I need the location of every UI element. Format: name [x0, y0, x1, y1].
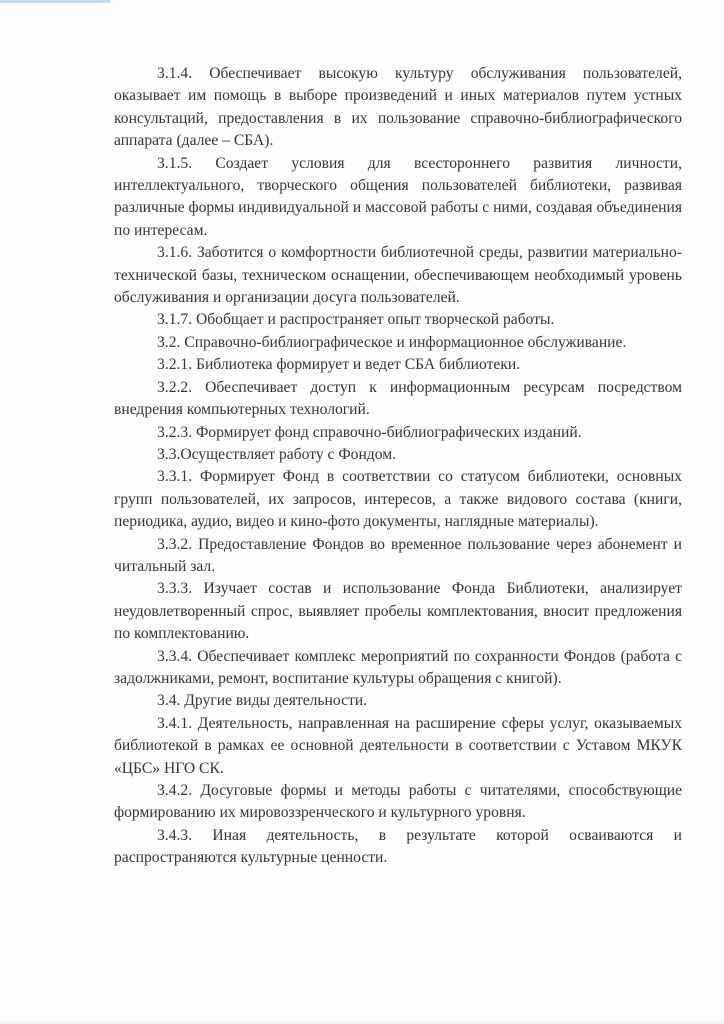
scan-edge-bottom: [0, 1020, 724, 1024]
paragraph-3-3-1: 3.3.1. Формирует Фонд в соответствии со статусом библиотеки, основных групп пользователей, их запросов, интересов, а также видового состава (книги, периодика, аудио, видео и кино-фото документы, наглядные материалы).: [114, 468, 682, 531]
section-heading-3-4: 3.4. Другие виды деятельности.: [157, 692, 368, 710]
paragraph-3-3-3: 3.3.3. Изучает состав и использование Фонда Библиотеки, анализирует неудовлетворенный спрос, выявляет пробелы комплектования, вносит предложения по комплектованию.: [114, 580, 682, 643]
paragraph-3-4-2: 3.4.2. Досуговые формы и методы работы с читателями, способствующие формированию их мировоззренческого и культурного уровня.: [114, 782, 682, 822]
paragraph-3-1-5: 3.1.5. Создает условия для всестороннего развития личности, интеллектуального, творческого общения пользователей библиотеки, развивая различные формы индивидуальной и массовой работы с ними, создавая объединения по интересам.: [114, 154, 682, 239]
scan-edge-mark: [0, 0, 110, 3]
paragraph-3-1-7: 3.1.7. Обобщает и распространяет опыт творческой работы.: [157, 311, 555, 329]
section-heading-3-3: 3.3.Осуществляет работу с Фондом.: [157, 445, 396, 463]
paragraph-3-2-3: 3.2.3. Формирует фонд справочно-библиографических изданий.: [157, 423, 582, 441]
paragraph-3-3-2: 3.3.2. Предоставление Фондов во временное пользование через абонемент и читальный зал.: [114, 535, 682, 575]
paragraph-3-1-4: 3.1.4. Обеспечивает высокую культуру обслуживания пользователей, оказывает им помощь в выборе произведений и иных материалов путем устных консультаций, предоставления в их пользование справочно-библиографического аппарата (далее – СБА).: [114, 65, 682, 150]
paragraph-3-4-3: 3.4.3. Иная деятельность, в результате которой осваиваются и распространяются культурные ценности.: [114, 826, 682, 867]
paragraph-3-2-2: 3.2.2. Обеспечивает доступ к информационным ресурсам посредством внедрения компьютерных технологий.: [114, 378, 682, 419]
paragraph-3-2-1: 3.2.1. Библиотека формирует и ведет СБА библиотеки.: [157, 356, 521, 374]
section-heading-3-2: 3.2. Справочно-библиографическое и информационное обслуживание.: [157, 333, 627, 351]
document-body: [114, 63, 682, 870]
paragraph-3-1-6: 3.1.6. Заботится о комфортности библиотечной среды, развитии материально-технической базы, техническом оснащении, обеспечивающем необходимый уровень обслуживания и организации досуга пользователей.: [114, 244, 682, 307]
paragraph-3-3-4: 3.3.4. Обеспечивает комплекс мероприятий по сохранности Фондов (работа с задолжниками, ремонт, воспитание культуры обращения с книгой).: [114, 647, 682, 687]
paragraph-3-4-1: 3.4.1. Деятельность, направленная на расширение сферы услуг, оказываемых библиотекой в рамках ее основной деятельности в соответствии с Уставом МКУК «ЦБС» НГО СК.: [114, 714, 682, 777]
